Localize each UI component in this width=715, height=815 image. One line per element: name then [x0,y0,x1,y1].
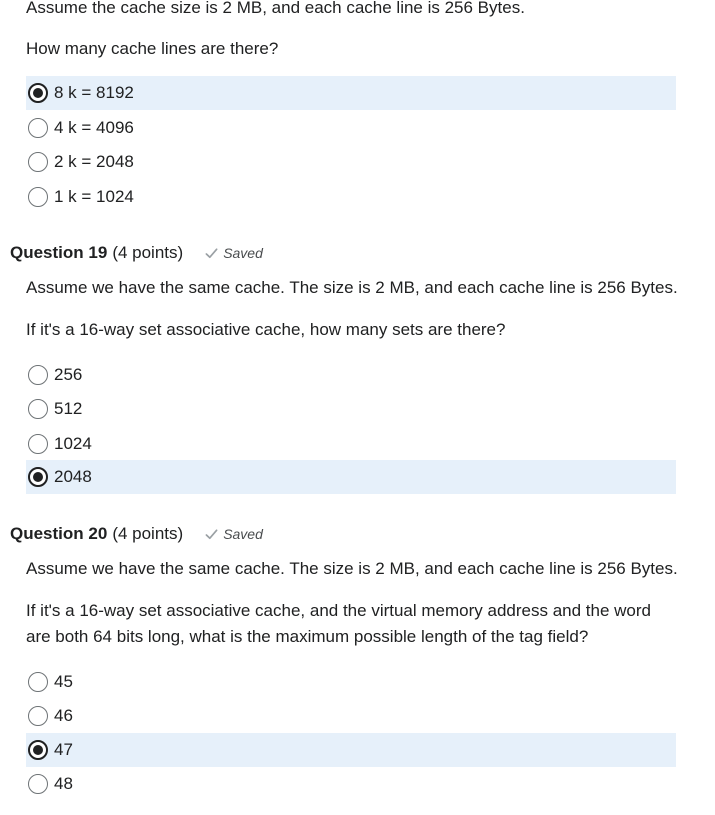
q20-option-3[interactable] [26,733,676,767]
q19-option-1[interactable] [26,358,676,392]
option-label: 47 [54,740,73,759]
radio-unselected-icon[interactable] [28,399,48,419]
q19-option-4[interactable] [26,460,676,494]
q18-option-4[interactable] [26,180,676,214]
radio-selected-icon[interactable] [28,83,48,103]
q19-stem: Assume we have the same cache. The size is 2 MB, and each cache line is 256 Bytes. [26,278,678,297]
q18-option-1[interactable] [26,76,676,110]
q18-stem: Assume the cache size is 2 MB, and each cache line is 256 Bytes. [26,0,525,17]
option-label: 2 k = 2048 [54,152,134,171]
radio-selected-icon[interactable] [28,467,48,487]
saved-status: Saved [223,526,263,542]
option-label: 2048 [54,467,92,486]
q20-header [10,522,263,546]
q18-option-3[interactable] [26,145,676,179]
option-label: 256 [54,365,83,384]
checkmark-icon [205,528,218,541]
question-points: (4 points) [112,524,184,543]
option-label: 48 [54,774,73,793]
radio-unselected-icon[interactable] [28,152,48,172]
option-label: 1 k = 1024 [54,187,134,206]
option-label: 45 [54,672,73,691]
q19-prompt: If it's a 16-way set associative cache, how many sets are there? [26,320,506,339]
q19-option-2[interactable] [26,392,676,426]
q20-option-2[interactable] [26,699,676,733]
option-label: 46 [54,706,73,725]
question-title: Question 20 [10,524,108,543]
option-label: 4 k = 4096 [54,118,134,137]
radio-unselected-icon[interactable] [28,706,48,726]
radio-unselected-icon[interactable] [28,365,48,385]
q19-header [10,241,263,265]
option-label: 8 k = 8192 [54,83,134,102]
saved-status: Saved [223,245,263,261]
radio-selected-icon[interactable] [28,740,48,760]
q20-prompt: If it's a 16-way set associative cache, and the virtual memory address and the word are both 64 bits long, what is the maximum possible length of the tag field? [26,601,651,646]
q18-option-2[interactable] [26,111,676,145]
radio-unselected-icon[interactable] [28,672,48,692]
q20-option-4[interactable] [26,767,676,801]
question-points: (4 points) [112,243,184,262]
checkmark-icon [205,247,218,260]
radio-unselected-icon[interactable] [28,434,48,454]
q20-option-1[interactable] [26,665,676,699]
option-label: 512 [54,399,83,418]
q18-prompt: How many cache lines are there? [26,39,279,58]
question-title: Question 19 [10,243,108,262]
q19-option-3[interactable] [26,427,676,461]
radio-unselected-icon[interactable] [28,118,48,138]
radio-unselected-icon[interactable] [28,774,48,794]
q20-stem: Assume we have the same cache. The size is 2 MB, and each cache line is 256 Bytes. [26,559,678,578]
radio-unselected-icon[interactable] [28,187,48,207]
option-label: 1024 [54,434,92,453]
